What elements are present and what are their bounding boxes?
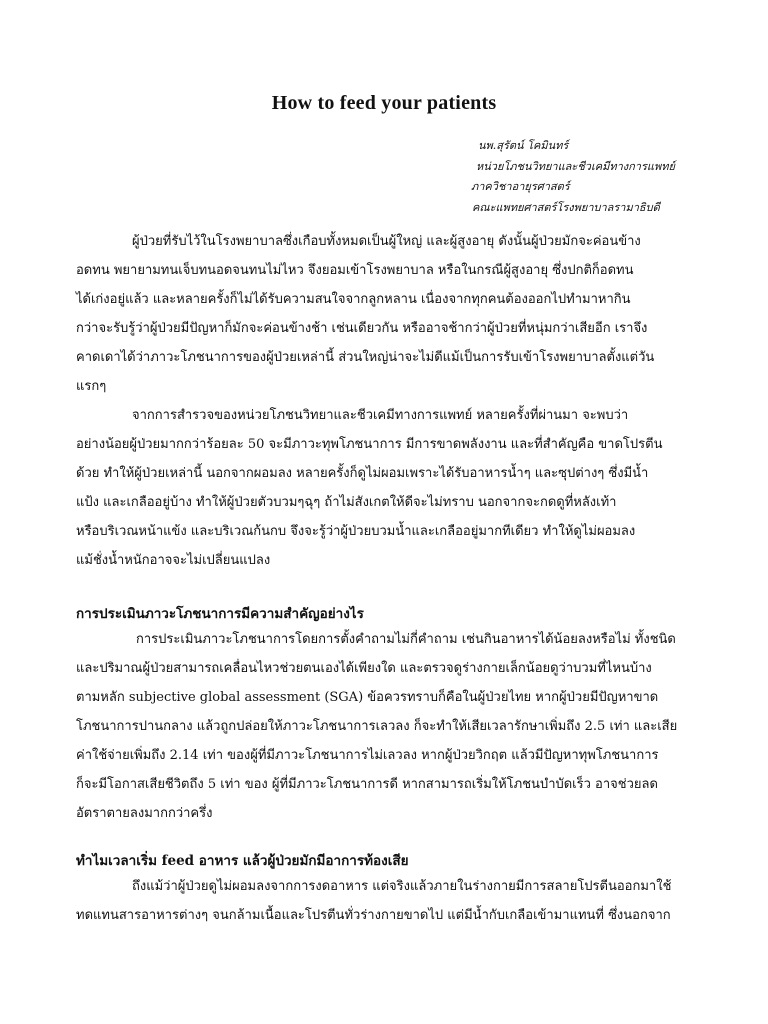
paragraph-line: แป้ง และเกลืออยู่บ้าง ทำให้ผู้ป่วยตัวบวมๆฉุๆ ถ้าไม่สังเกตให้ดีจะไม่ทราบ นอกจากจะกดดูที่หลังเท้า (76, 495, 617, 510)
paragraph-1 (76, 227, 692, 401)
paragraph-line: โภชนาการปานกลาง แล้วถูกปล่อยให้ภาวะโภชนาการเลวลง ก็จะทำให้เสียเวลารักษาเพิ่มถึง 2.5 เท่า และเสีย (76, 719, 678, 734)
paragraph-line: ผู้ป่วยที่รับไว้ในโรงพยาบาลซึ่งเกือบทั้งหมดเป็นผู้ใหญ่ และผู้สูงอายุ ดังนั้นผู้ป่วยมักจะค่อนข้าง (132, 234, 641, 249)
paragraph-line: ถึงแม้ว่าผู้ป่วยดูไม่ผอมลงจากการงดอาหาร แต่จริงแล้วภายในร่างกายมีการสลายโปรตีนออกมาใช้ (132, 879, 672, 894)
document-title: How to feed your patients (271, 92, 497, 114)
section-heading-diarrhea: ทำไมเวลาเริ่ม feed อาหาร แล้วผู้ป่วยมักมีอาการท้องเสีย (76, 853, 409, 869)
paragraph-3 (76, 625, 692, 828)
paragraph-line: ได้เก่งอยู่แล้ว และหลายครั้งก็ไม่ได้รับความสนใจจากลูกหลาน เนื่องจากทุกคนต้องออกไปทำมาหากิน (76, 292, 631, 307)
paragraph-line: คาดเดาได้ว่าภาวะโภชนาการของผู้ป่วยเหล่านี้ ส่วนใหญ่น่าจะไม่ดีแม้เป็นการรับเข้าโรงพยาบาลตั้งแต่วัน (76, 350, 655, 365)
paragraph-line: การประเมินภาวะโภชนาการโดยการตั้งคำถามไม่กี่คำถาม เช่นกินอาหารได้น้อยลงหรือไม่ ทั้งชนิด (136, 632, 676, 647)
paragraph-line: แรกๆ (76, 379, 107, 394)
author-faculty: คณะแพทยศาสตร์โรงพยาบาลรามาธิบดี (472, 200, 660, 214)
paragraph-line: ด้วย ทำให้ผู้ป่วยเหล่านี้ นอกจากผอมลง หลายครั้งก็ดูไม่ผอมเพราะได้รับอาหารน้ำๆ และซุปต่างๆ ซึ่งมีน้ำ (76, 466, 649, 481)
paragraph-2 (76, 401, 692, 575)
author-block (470, 136, 675, 218)
paragraph-line: อย่างน้อยผู้ป่วยมากกว่าร้อยละ 50 จะมีภาวะทุพโภชนาการ มีการขาดพลังงาน และที่สำคัญคือ ขาดโปรตีน (76, 437, 663, 452)
paragraph-line: อดทน พยายามทนเจ็บทนอดจนทนไม่ไหว จึงยอมเข้าโรงพยาบาล หรือในกรณีผู้สูงอายุ ซึ่งปกติก็อดทน (76, 263, 634, 278)
section-heading-nutrition-assessment: การประเมินภาวะโภชนาการมีความสำคัญอย่างไร (76, 606, 364, 622)
paragraph-line: ก็จะมีโอกาสเสียชีวิตถึง 5 เท่า ของ ผู้ที่มีภาวะโภชนาการดี หากสามารถเริ่มให้โภชนบำบัดเร็ว อาจช่วยลด (76, 777, 658, 792)
paragraph-line: กว่าจะรับรู้ว่าผู้ป่วยมีปัญหาก็มักจะค่อนข้างช้า เช่นเดียวกัน หรืออาจช้ากว่าผู้ป่วยที่หนุ่มกว่าเสียอีก เราจึง (76, 321, 648, 336)
paragraph-line: ค่าใช้จ่ายเพิ่มถึง 2.14 เท่า ของผู้ที่มีภาวะโภชนาการไม่เลวลง หากผู้ป่วยวิกฤต แล้วมีปัญหาทุพโภชนาการ (76, 748, 659, 763)
paragraph-line: จากการสำรวจของหน่วยโภชนวิทยาและชีวเคมีทางการแพทย์ หลายครั้งที่ผ่านมา จะพบว่า (132, 408, 629, 423)
paragraph-line: ตามหลัก subjective global assessment (SGA) ข้อควรทราบก็คือในผู้ป่วยไทย หากผู้ป่วยมีปัญหาขาด (76, 690, 659, 705)
paragraph-line: หรือบริเวณหน้าแข้ง และบริเวณก้นกบ จึงจะรู้ว่าผู้ป่วยบวมน้ำและเกลืออยู่มากทีเดียว ทำให้ดูไม่ผอมลง (76, 524, 636, 539)
paragraph-line: อัตราตายลงมากกว่าครึ่ง (76, 806, 213, 821)
author-name: นพ.สุรัตน์ โคมินทร์ (478, 139, 569, 152)
author-unit: หน่วยโภชนวิทยาและชีวเคมีทางการแพทย์ (476, 159, 675, 173)
paragraph-line: และปริมาณผู้ป่วยสามารถเคลื่อนไหวช่วยตนเองได้เพียงใด และตรวจดูร่างกายเล็กน้อยดูว่าบวมที่ไหนบ้าง (76, 661, 652, 676)
author-department: ภาควิชาอายุรศาสตร์ (471, 180, 570, 193)
paragraph-line: ทดแทนสารอาหารต่างๆ จนกล้ามเนื้อและโปรตีนทั่วร่างกายขาดไป แต่มีน้ำกับเกลือเข้ามาแทนที่ ซึ่งนอกจาก (76, 908, 671, 923)
paragraph-line: แม้ชั่งน้ำหนักอาจจะไม่เปลี่ยนแปลง (76, 553, 271, 568)
paragraph-4 (76, 872, 692, 930)
